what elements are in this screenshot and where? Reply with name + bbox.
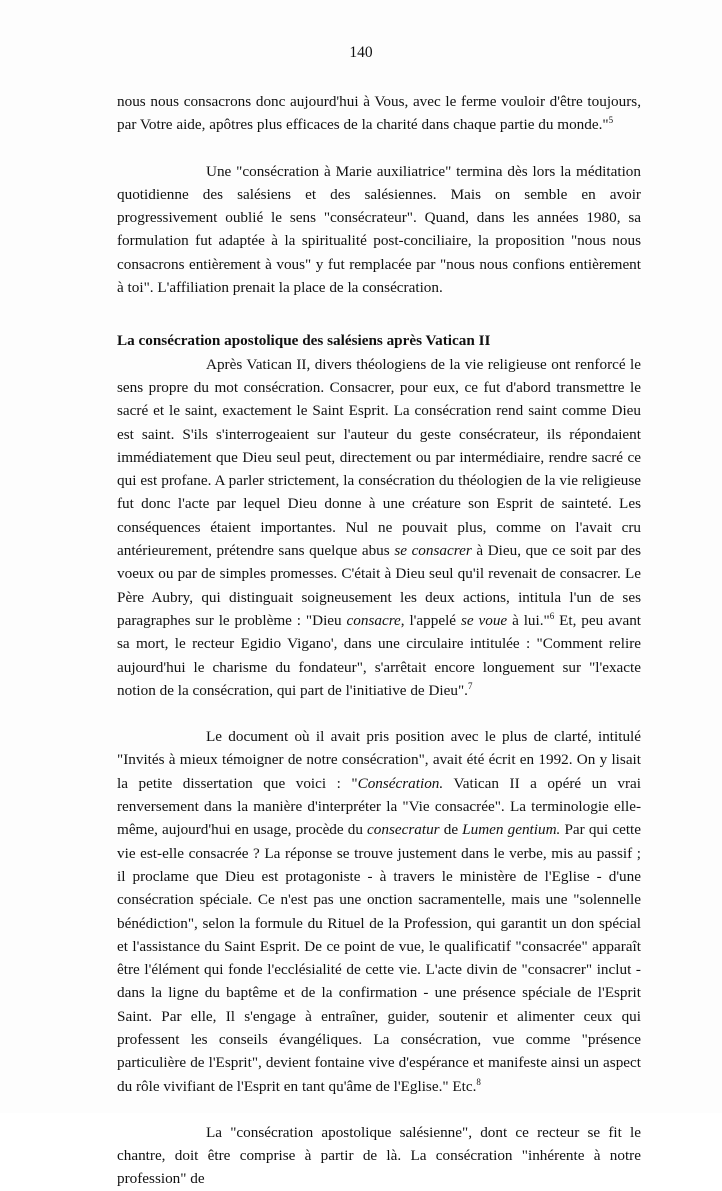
paragraph-4-emphasis-2: consecratur (367, 821, 440, 839)
paragraph-3-part-d: Et, peu avant sa mort, le recteur Egidio Vigano', dans une circulaire intitulée : "Comment relire aujourd'hui le charisme du fondateur", s'arrêtait encore longuement sur "l'exacte notion de la consécration, qui part de l'initiative de Dieu". (117, 611, 642, 699)
paragraph-2: Une "consécration à Marie auxiliatrice" termina dès lors la méditation quotidienne des salésiens et des salésiennes. Mais on semble en avoir progressivement oublié le sens "consécrateur". Quand, dans les années 1980, sa formulation fut adaptée à la spiritualité post-conciliaire, la proposition "nous nous consacrons entièrement à vous" y fut remplacée par "nous nous confions entièrement à toi". L'affiliation prenait la place de la consécration. (117, 162, 641, 297)
section-heading: La consécration apostolique des salésiens après Vatican II (117, 332, 491, 350)
footnote-ref-7: 7 (467, 680, 473, 691)
paragraph-4-part-c: de (443, 821, 459, 839)
paragraph-1-text: nous nous consacrons donc aujourd'hui à Vous, avec le ferme vouloir d'être toujours, par Votre aide, apôtres plus efficaces de la charité dans chaque partie du monde." (117, 93, 641, 134)
footnote-ref-8: 8 (476, 1076, 481, 1087)
paragraph-3-part-b-mid: , l'appelé (400, 611, 457, 629)
paragraph-4-part-d: Par qui cette vie est-elle consacrée ? La réponse se trouve justement dans le verbe, mis au passif ; il proclame que Dieu est protagoniste - à travers le ministère de l'Eglise - d'une consécration spéciale. Ce n'est pas une onction sacramentelle, mais une "solennelle bénédiction", selon la formule du Rituel de la Profession, qui garantit un don spécial et l'assistance du Saint Esprit. De ce point de vue, le qualificatif "consacrée" apparaît être l'élément qui fonde l'ecclésialité de cette vie. L'acte divin de "consacrer" inclut - dans la ligne du baptême et de la confirmation - une présence spéciale de l'Esprit Saint. Par elle, Il s'engage à entraîner, guider, soutenir et alimenter ceux qui professent les conseils évangéliques. La consécration, vue comme "présence particulière de l'Esprit", devient fontaine vive d'espérance et manifeste ainsi un aspect du rôle vivifiant de l'Esprit en tant qu'âme de l'Eglise." Etc. (117, 821, 641, 1095)
paragraph-4-part-b: Vatican II a opéré un vrai renversement dans la manière d'interpréter la "Vie consacrée". La terminologie elle-même, aujourd'hui en usage, procède du (117, 774, 641, 839)
page-number: 140 (349, 44, 373, 61)
paragraph-4 (117, 725, 641, 1098)
footnote-ref-6: 6 (549, 610, 555, 621)
paragraph-3-emphasis-a: se consacrer (394, 542, 472, 560)
paragraph-3-part-c: à lui." (512, 611, 550, 629)
paragraph-4-emphasis-1: Consécration. (357, 774, 444, 792)
body-text (117, 90, 641, 1191)
footnote-ref-5: 5 (608, 115, 614, 126)
paragraph-3-part-b: à Dieu, que ce soit par des voeux ou par de simples promesses. C'était à Dieu seul qu'il revenait de consacrer. Le Père Aubry, qui distinguait soigneusement les deux actions, intitula l'un de ses paragraphes sur le problème : "Dieu (117, 542, 642, 629)
paragraph-5: La "consécration apostolique salésienne", dont ce recteur se fit le chantre, doit être comprise à partir de là. La consécration "inhérente à notre profession" de (117, 1123, 641, 1188)
paragraph-4-emphasis-3: Lumen gentium. (462, 821, 561, 839)
paragraph-1 (117, 90, 641, 137)
paragraph-3-emphasis-b2: se voue (460, 611, 508, 629)
paragraph-3 (117, 353, 641, 702)
paragraph-4-part-a: Le document où il avait pris position avec le plus de clarté, intitulé "Invités à mieux témoigner de notre consécration", avait été écrit en 1992. On y lisait la petite dissertation que voici : " (117, 728, 641, 792)
paragraph-3-part-a: Après Vatican II, divers théologiens de la vie religieuse ont renforcé le sens propre du mot consécration. Consacrer, pour eux, ce fut d'abord transmettre le sacré et le saint, exactement le Saint Esprit. La consécration rend saint comme Dieu est saint. S'ils s'interrogeaient sur l'auteur du geste consécrateur, ils répondaient immédiatement que Dieu seul peut, directement ou par intermédiaire, rendre sacré ce qui est profane. A parler strictement, la consécration du théologien de la vie religieuse fut donc l'acte par lequel Dieu donne à une créature son Esprit de sainteté. Les conséquences étaient importantes. Nul ne pouvait plus, comme on l'avait cru antérieurement, prétendre sans quelque abus (117, 355, 641, 560)
paragraph-3-emphasis-b1: consacre (346, 611, 401, 629)
